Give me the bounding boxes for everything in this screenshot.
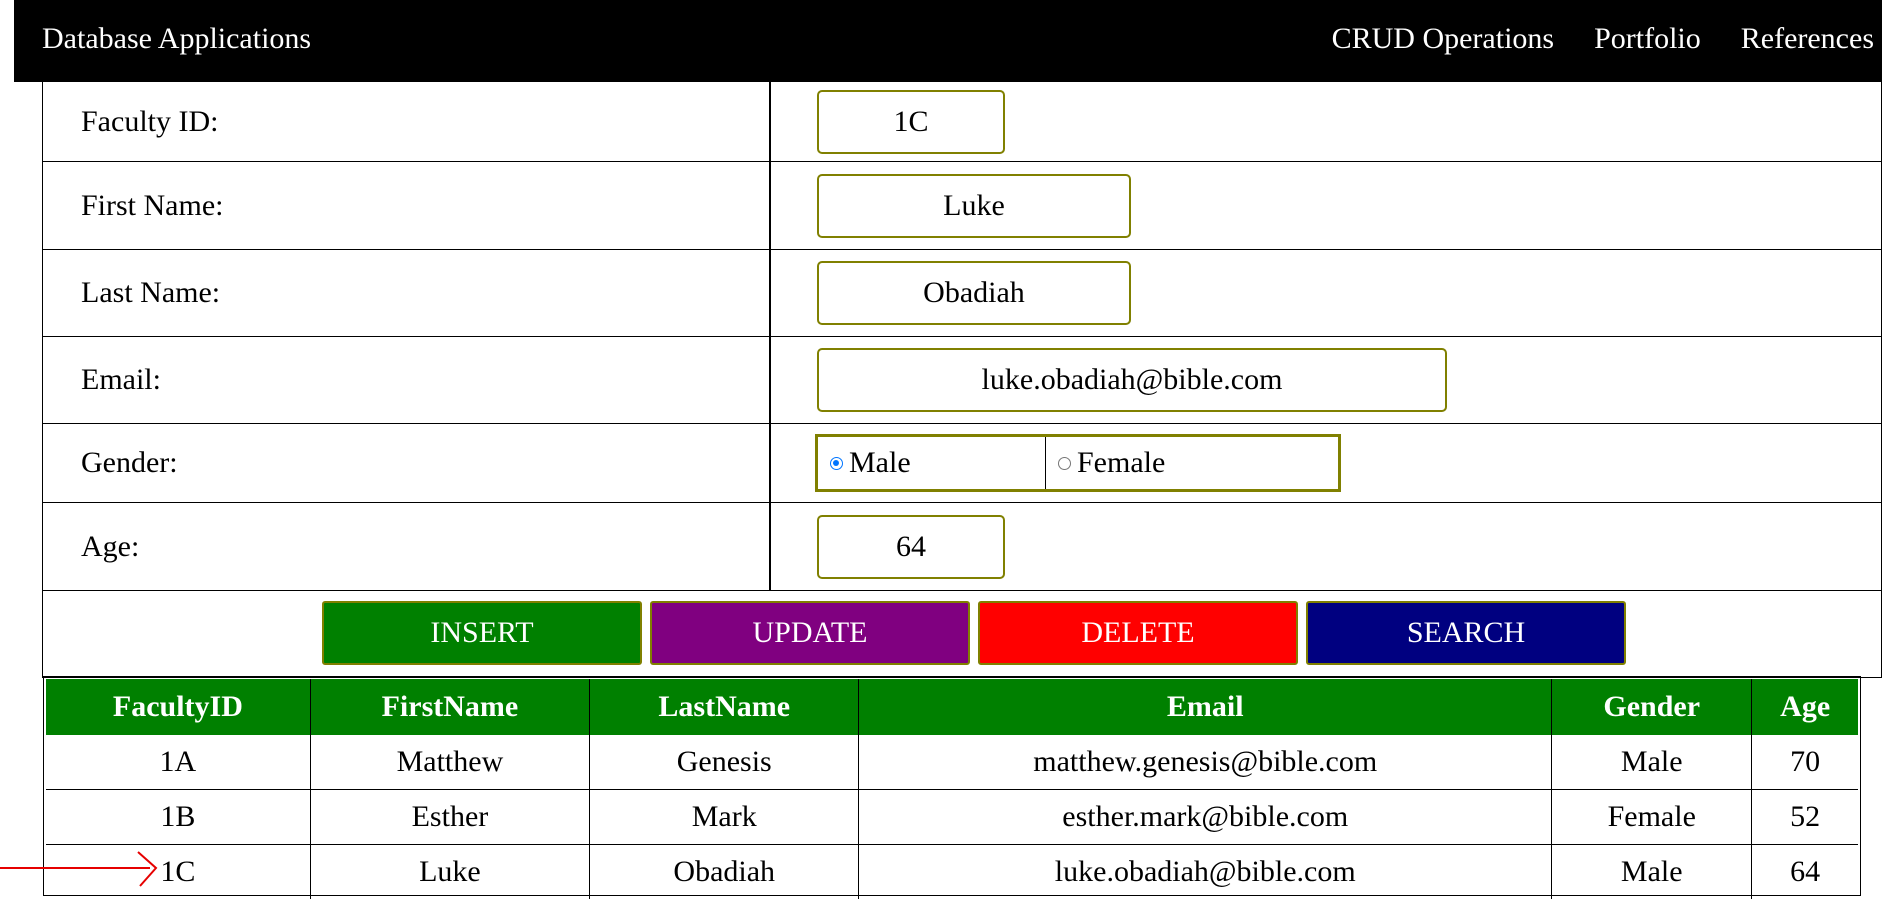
cell-faculty-id: 1A xyxy=(46,735,310,790)
form-row-age xyxy=(43,503,1881,591)
cell-age: 64 xyxy=(1790,855,1821,888)
last-name-input[interactable]: Obadiah xyxy=(817,261,1131,325)
form-row-first-name xyxy=(43,162,1881,250)
header-first-name: FirstName xyxy=(310,679,589,735)
cell-gender: Male xyxy=(1552,735,1752,790)
gender-radio-group xyxy=(815,434,1341,492)
form-row-last-name xyxy=(43,250,1881,337)
column-divider xyxy=(769,337,771,423)
brand-title[interactable]: Database Applications xyxy=(42,22,312,55)
last-name-label: Last Name: xyxy=(81,276,221,309)
email-label: Email: xyxy=(81,363,161,396)
cell-email: luke.obadiah@bible.com xyxy=(859,845,1552,900)
header-last-name: LastName xyxy=(590,679,859,735)
first-name-input[interactable]: Luke xyxy=(817,174,1131,238)
column-divider xyxy=(769,162,771,249)
annotation-arrow-icon xyxy=(0,846,170,890)
header-gender: Gender xyxy=(1552,679,1752,735)
cell-first-name: Luke xyxy=(310,845,589,900)
nav-link-crud-operations[interactable]: CRUD Operations xyxy=(1331,22,1555,55)
cell-email: esther.mark@bible.com xyxy=(859,790,1552,845)
cell-first-name: Esther xyxy=(310,790,589,845)
first-name-label: First Name: xyxy=(81,188,224,222)
faculty-id-input[interactable]: 1C xyxy=(817,90,1005,154)
header-faculty-id: FacultyID xyxy=(46,679,310,735)
column-divider xyxy=(769,250,771,336)
navbar xyxy=(14,0,1882,82)
radio-unchecked-icon[interactable] xyxy=(1058,457,1071,470)
header-age: Age xyxy=(1752,679,1858,735)
nav-link-references[interactable]: References xyxy=(1740,22,1874,55)
nav-link-portfolio[interactable]: Portfolio xyxy=(1594,22,1701,55)
action-buttons xyxy=(43,591,1881,677)
cell-age: 52 xyxy=(1752,790,1858,845)
cell-age: 70 xyxy=(1752,735,1858,790)
cell-last-name: Obadiah xyxy=(590,845,859,900)
delete-button[interactable]: DELETE xyxy=(978,601,1298,665)
faculty-table xyxy=(46,679,1858,899)
cell-first-name: Matthew xyxy=(310,735,589,790)
column-divider xyxy=(769,503,771,590)
form-row-faculty-id xyxy=(43,82,1881,162)
form-row-email xyxy=(43,337,1881,424)
update-button[interactable]: UPDATE xyxy=(650,601,970,665)
cell-last-name: Mark xyxy=(590,790,859,845)
age-label: Age: xyxy=(81,529,140,563)
cell-last-name: Genesis xyxy=(590,735,859,790)
cell-gender: Male xyxy=(1552,845,1752,900)
search-button[interactable]: SEARCH xyxy=(1306,601,1626,665)
insert-button[interactable]: INSERT xyxy=(322,601,642,665)
header-email: Email xyxy=(859,679,1552,735)
faculty-id-label: Faculty ID: xyxy=(81,104,219,138)
cell-faculty-id: 1C xyxy=(46,845,310,900)
faculty-table-container xyxy=(43,676,1861,896)
email-input[interactable]: luke.obadiah@bible.com xyxy=(817,348,1447,412)
cell-gender: Female xyxy=(1552,790,1752,845)
table-header-row xyxy=(46,679,1858,735)
cell-faculty-id: 1B xyxy=(46,790,310,845)
gender-option-female[interactable] xyxy=(1046,437,1165,489)
column-divider xyxy=(769,82,771,161)
gender-label: Gender: xyxy=(81,446,178,479)
gender-option-male[interactable] xyxy=(818,437,1046,489)
gender-option-label: Female xyxy=(1077,446,1166,479)
table-row[interactable] xyxy=(46,735,1858,790)
faculty-form xyxy=(42,82,1882,678)
gender-option-label: Male xyxy=(849,446,911,479)
cell-email: matthew.genesis@bible.com xyxy=(859,735,1552,790)
form-row-gender xyxy=(43,424,1881,503)
table-row[interactable] xyxy=(46,790,1858,845)
column-divider xyxy=(769,424,771,502)
nav-links xyxy=(1332,20,1874,58)
age-input[interactable]: 64 xyxy=(817,515,1005,579)
radio-checked-icon[interactable] xyxy=(830,457,843,470)
table-row[interactable] xyxy=(46,845,1858,900)
